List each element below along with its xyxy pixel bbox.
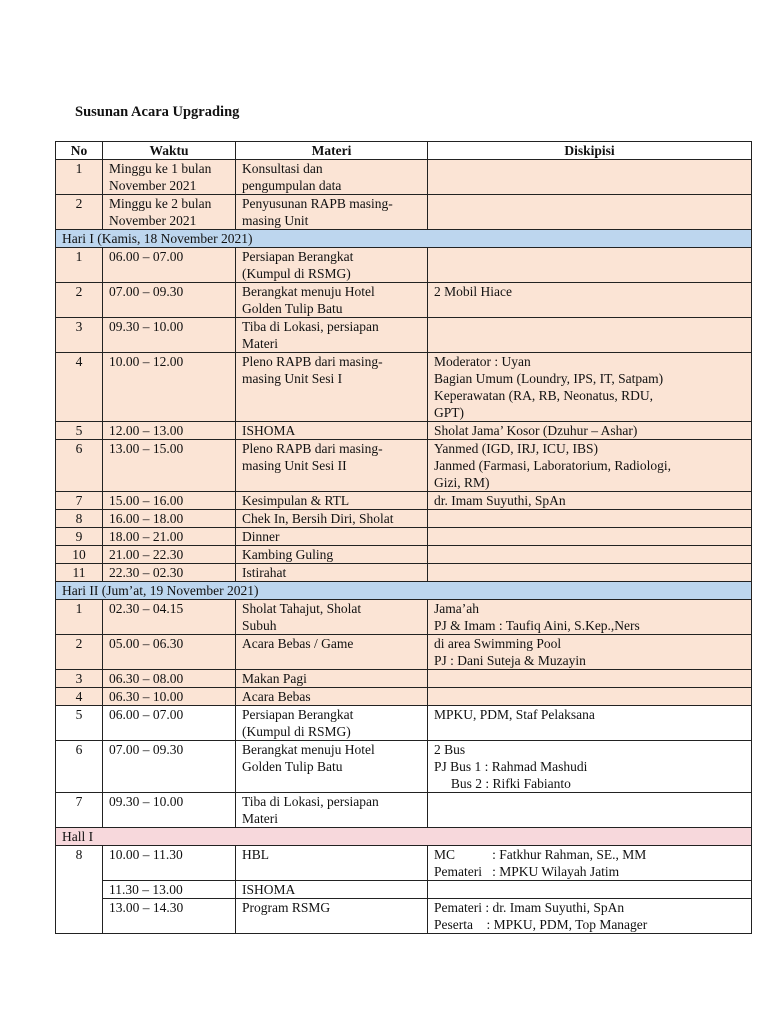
cell-materi-line: Penyusunan RAPB masing- [242,196,393,211]
cell-materi-line: Makan Pagi [242,671,307,686]
cell-diskipisi-line: PJ Bus 1 : Rahmad Mashudi [434,759,588,774]
cell-diskipisi [428,318,752,353]
cell-waktu-line: Minggu ke 1 bulan [109,161,212,176]
cell-diskipisi-line: Keperawatan (RA, RB, Neonatus, RDU, [434,388,653,403]
cell-diskipisi-line: PJ & Imam : Taufiq Aini, S.Kep.,Ners [434,618,640,633]
cell-materi-line: masing Unit [242,213,309,228]
cell-materi-line: (Kumpul di RSMG) [242,724,351,739]
header-waktu: Waktu [103,142,236,160]
cell-materi-line: Tiba di Lokasi, persiapan [242,794,379,809]
cell-waktu-line: 06.00 – 07.00 [109,249,184,264]
cell-diskipisi-line: 2 Mobil Hiace [434,284,512,299]
hall-header-label: Hall I [56,828,752,846]
cell-materi-line: ISHOMA [242,423,296,438]
table-header-row [56,142,752,160]
cell-no: 6 [56,440,103,492]
day-header-label: Hari II (Jum’at, 19 November 2021) [56,582,752,600]
cell-diskipisi [428,283,752,318]
cell-materi [236,881,428,899]
cell-waktu-line: 15.00 – 16.00 [109,493,184,508]
cell-diskipisi [428,846,752,881]
cell-waktu [103,510,236,528]
cell-no: 2 [56,283,103,318]
cell-waktu [103,846,236,881]
cell-waktu-line: 07.00 – 09.30 [109,742,184,757]
cell-materi [236,670,428,688]
cell-materi-line: pengumpulan data [242,178,342,193]
cell-materi [236,564,428,582]
cell-waktu [103,160,236,195]
table-row [56,881,752,899]
cell-no: 11 [56,564,103,582]
cell-waktu-line: 10.00 – 12.00 [109,354,184,369]
cell-materi-line: Persiapan Berangkat [242,707,354,722]
cell-waktu [103,546,236,564]
cell-materi [236,899,428,934]
cell-no: 2 [56,635,103,670]
cell-diskipisi-line: dr. Imam Suyuthi, SpAn [434,493,566,508]
cell-diskipisi-line: GPT) [434,405,464,420]
cell-materi-line: Materi [242,336,278,351]
cell-waktu [103,353,236,422]
table-row [56,741,752,793]
cell-diskipisi [428,546,752,564]
schedule-table [55,141,752,934]
cell-diskipisi [428,195,752,230]
cell-diskipisi [428,793,752,828]
table-row [56,564,752,582]
cell-waktu [103,440,236,492]
table-row [56,546,752,564]
cell-no: 10 [56,546,103,564]
cell-waktu-line: 13.00 – 14.30 [109,900,184,915]
table-row [56,422,752,440]
cell-materi [236,546,428,564]
cell-waktu-line: November 2021 [109,213,197,228]
cell-materi-line: HBL [242,847,269,862]
cell-waktu-line: 12.00 – 13.00 [109,423,184,438]
cell-waktu [103,600,236,635]
cell-materi-line: Tiba di Lokasi, persiapan [242,319,379,334]
cell-materi [236,688,428,706]
cell-no: 4 [56,353,103,422]
cell-materi-line: Persiapan Berangkat [242,249,354,264]
cell-waktu-line: 13.00 – 15.00 [109,441,184,456]
cell-diskipisi-line: Pemateri : dr. Imam Suyuthi, SpAn [434,900,625,915]
table-row [56,528,752,546]
cell-materi [236,600,428,635]
cell-diskipisi [428,688,752,706]
schedule-body [56,160,752,934]
cell-materi [236,846,428,881]
cell-no: 9 [56,528,103,546]
cell-waktu-line: 18.00 – 21.00 [109,529,184,544]
cell-diskipisi [428,741,752,793]
table-row [56,793,752,828]
table-row [56,492,752,510]
cell-no: 7 [56,793,103,828]
cell-diskipisi [428,670,752,688]
cell-diskipisi-line: PJ : Dani Suteja & Muzayin [434,653,586,668]
cell-waktu-line: 09.30 – 10.00 [109,794,184,809]
cell-materi-line: Istirahat [242,565,287,580]
cell-materi-line: Kambing Guling [242,547,334,562]
cell-materi-line: ISHOMA [242,882,296,897]
cell-no: 5 [56,706,103,741]
cell-diskipisi-line: 2 Bus [434,742,466,757]
cell-waktu [103,528,236,546]
document-title: Susunan Acara Upgrading [75,104,240,120]
table-row [56,440,752,492]
cell-waktu-line: 06.00 – 07.00 [109,707,184,722]
table-row [56,353,752,422]
header-no: No [56,142,103,160]
table-row [56,318,752,353]
cell-no: 2 [56,195,103,230]
table-row [56,283,752,318]
cell-diskipisi [428,528,752,546]
cell-diskipisi-line: Pemateri : MPKU Wilayah Jatim [434,864,620,879]
cell-diskipisi-line: Yanmed (IGD, IRJ, ICU, IBS) [434,441,599,456]
cell-waktu-line: 05.00 – 06.30 [109,636,184,651]
cell-diskipisi [428,510,752,528]
cell-diskipisi [428,492,752,510]
cell-diskipisi [428,881,752,899]
table-row [56,846,752,881]
cell-waktu [103,422,236,440]
cell-materi-line: Golden Tulip Batu [242,301,343,316]
cell-materi-line: Materi [242,811,278,826]
cell-waktu-line: 09.30 – 10.00 [109,319,184,334]
cell-materi-line: Berangkat menuju Hotel [242,742,375,757]
cell-diskipisi-line: MPKU, PDM, Staf Pelaksana [434,707,595,722]
cell-diskipisi [428,899,752,934]
table-row [56,160,752,195]
cell-materi [236,440,428,492]
cell-waktu [103,635,236,670]
cell-waktu [103,688,236,706]
day-header-row [56,230,752,248]
cell-materi-line: Program RSMG [242,900,331,915]
cell-diskipisi [428,600,752,635]
cell-no: 1 [56,600,103,635]
cell-materi-line: masing Unit Sesi I [242,371,343,386]
table-row [56,248,752,283]
cell-materi-line: Berangkat menuju Hotel [242,284,375,299]
cell-waktu-line: 22.30 – 02.30 [109,565,184,580]
cell-no: 3 [56,318,103,353]
cell-waktu-line: Minggu ke 2 bulan [109,196,212,211]
cell-materi-line: Subuh [242,618,277,633]
cell-diskipisi-line: Jama’ah [434,601,479,616]
cell-materi-line: Golden Tulip Batu [242,759,343,774]
cell-diskipisi-line: Gizi, RM) [434,475,490,490]
cell-materi [236,160,428,195]
cell-waktu-line: 07.00 – 09.30 [109,284,184,299]
day-header-label: Hari I (Kamis, 18 November 2021) [56,230,752,248]
cell-materi-line: Pleno RAPB dari masing- [242,441,383,456]
cell-diskipisi [428,422,752,440]
cell-materi-line: Chek In, Bersih Diri, Sholat [242,511,394,526]
cell-waktu [103,741,236,793]
cell-no: 3 [56,670,103,688]
cell-materi [236,248,428,283]
table-row [56,195,752,230]
cell-diskipisi [428,248,752,283]
cell-waktu [103,492,236,510]
cell-no: 1 [56,160,103,195]
cell-waktu-line: 11.30 – 13.00 [109,882,183,897]
cell-materi-line: Konsultasi dan [242,161,323,176]
table-row [56,670,752,688]
cell-materi-line: (Kumpul di RSMG) [242,266,351,281]
cell-diskipisi [428,160,752,195]
cell-diskipisi-line: Bagian Umum (Loundry, IPS, IT, Satpam) [434,371,664,386]
day-header-row [56,582,752,600]
cell-waktu [103,564,236,582]
cell-waktu-line: 21.00 – 22.30 [109,547,184,562]
table-row [56,688,752,706]
hall-header-row [56,828,752,846]
cell-materi-line: masing Unit Sesi II [242,458,347,473]
cell-no: 1 [56,248,103,283]
cell-diskipisi [428,440,752,492]
cell-materi-line: Pleno RAPB dari masing- [242,354,383,369]
table-row [56,510,752,528]
cell-waktu-line: 06.30 – 08.00 [109,671,184,686]
cell-materi-line: Sholat Tahajut, Sholat [242,601,362,616]
cell-diskipisi [428,635,752,670]
cell-waktu-line: 02.30 – 04.15 [109,601,184,616]
cell-waktu-line: 16.00 – 18.00 [109,511,184,526]
cell-materi [236,635,428,670]
table-row [56,899,752,934]
cell-waktu [103,283,236,318]
cell-waktu [103,793,236,828]
cell-materi-line: Kesimpulan & RTL [242,493,350,508]
cell-waktu-line: 10.00 – 11.30 [109,847,183,862]
cell-diskipisi [428,353,752,422]
cell-materi [236,492,428,510]
cell-materi [236,706,428,741]
cell-diskipisi-line: Bus 2 : Rifki Fabianto [434,776,571,791]
cell-diskipisi-line: di area Swimming Pool [434,636,562,651]
header-materi: Materi [236,142,428,160]
cell-waktu [103,706,236,741]
table-row [56,706,752,741]
cell-materi-line: Acara Bebas [242,689,311,704]
cell-materi [236,422,428,440]
cell-diskipisi [428,564,752,582]
table-row [56,635,752,670]
cell-no: 7 [56,492,103,510]
cell-diskipisi [428,706,752,741]
cell-materi [236,353,428,422]
cell-waktu [103,899,236,934]
cell-waktu [103,248,236,283]
cell-materi [236,195,428,230]
cell-diskipisi-line: MC : Fatkhur Rahman, SE., MM [434,847,647,862]
cell-waktu-line: November 2021 [109,178,197,193]
cell-materi [236,318,428,353]
cell-no: 8 [56,846,103,934]
cell-materi-line: Acara Bebas / Game [242,636,354,651]
cell-materi [236,528,428,546]
cell-diskipisi-line: Sholat Jama’ Kosor (Dzuhur – Ashar) [434,423,638,438]
cell-materi-line: Dinner [242,529,280,544]
cell-waktu [103,881,236,899]
cell-materi [236,741,428,793]
cell-no: 8 [56,510,103,528]
cell-no: 5 [56,422,103,440]
cell-diskipisi-line: Peserta : MPKU, PDM, Top Manager [434,917,648,932]
cell-waktu [103,195,236,230]
cell-waktu [103,318,236,353]
cell-diskipisi-line: Janmed (Farmasi, Laboratorium, Radiologi, [434,458,671,473]
cell-materi [236,510,428,528]
table-row [56,600,752,635]
cell-materi [236,283,428,318]
cell-waktu [103,670,236,688]
cell-materi [236,793,428,828]
cell-no: 6 [56,741,103,793]
cell-waktu-line: 06.30 – 10.00 [109,689,184,704]
cell-no: 4 [56,688,103,706]
header-diskipisi: Diskipisi [428,142,752,160]
cell-diskipisi-line: Moderator : Uyan [434,354,531,369]
